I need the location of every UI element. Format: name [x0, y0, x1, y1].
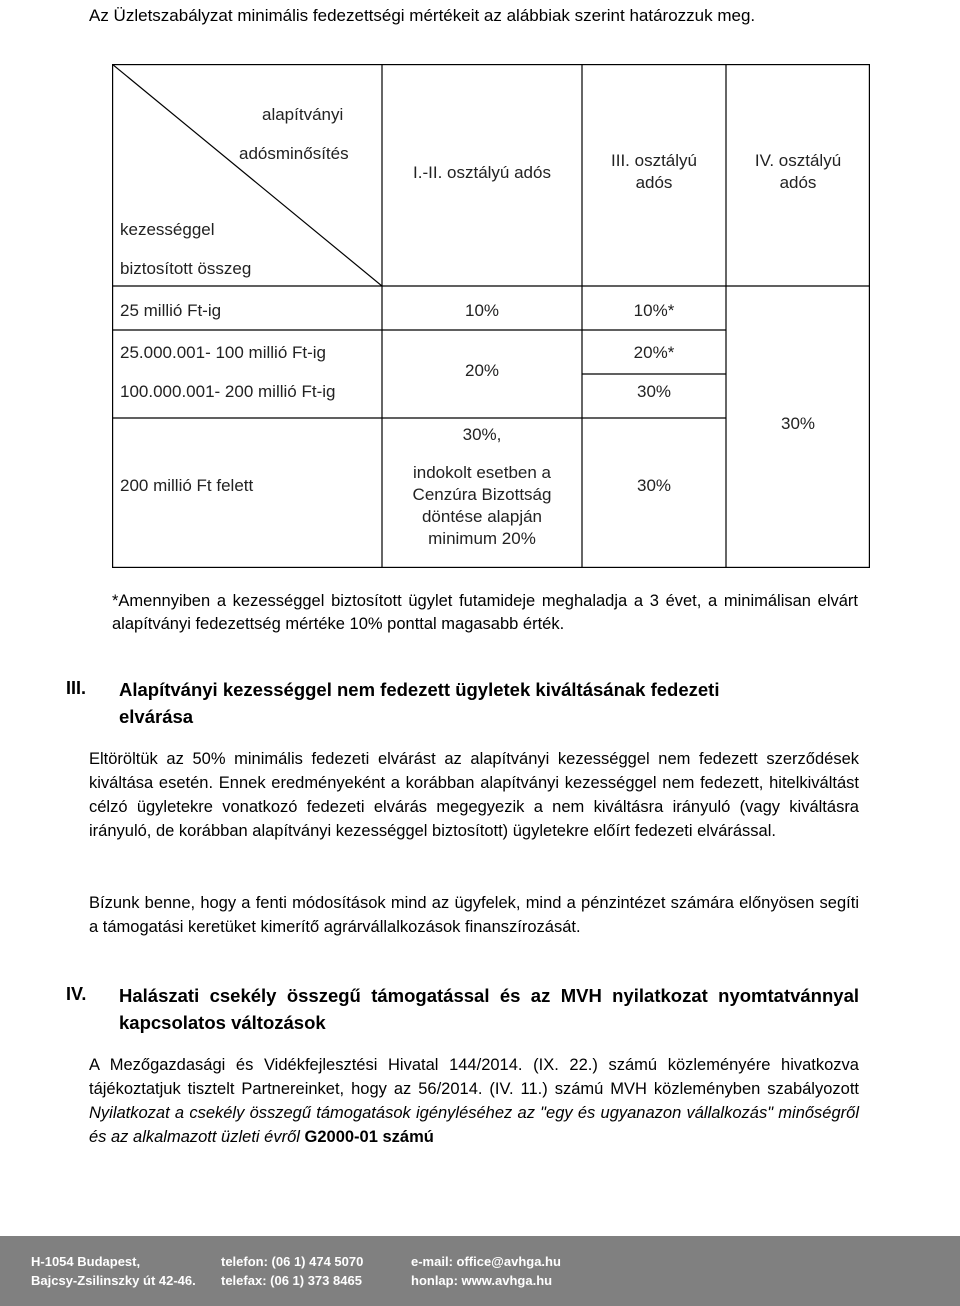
corner-label: adósminősítés — [239, 144, 349, 163]
column-header: I.-II. osztályú adós — [413, 163, 551, 182]
row-label: 25.000.001- 100 millió Ft-ig — [120, 343, 327, 362]
corner-label: biztosított összeg — [120, 259, 252, 278]
row-label: 100.000.001- 200 millió Ft-ig — [120, 382, 336, 401]
page-footer — [0, 1236, 960, 1306]
table-cell: 30% — [636, 382, 672, 401]
intro-text: Az Üzletszabályzat minimális fedezettségi mértékeit az alábbiak szerint határozzuk meg. — [89, 6, 756, 25]
table-cell: 10%* — [633, 301, 675, 320]
table-cell: 30% — [636, 476, 672, 495]
footer-phone: telefon: (06 1) 474 5070 telefax: (06 1) 373 8465 — [221, 1254, 364, 1288]
footnote: *Amennyiben a kezességgel biztosított ügylet futamideje meghaladja a 3 évet, a minimálisan elvárt alapítványi fedezettség mértéke 10% ponttal magasabb érték. — [112, 592, 858, 633]
row-label: 200 millió Ft felett — [120, 476, 254, 495]
section-number: III. — [66, 678, 87, 698]
footer-contact: e-mail: office@avhga.hu honlap: www.avhga.hu — [411, 1254, 561, 1288]
section-number: IV. — [66, 984, 87, 1004]
paragraph: Eltöröltük az 50% minimális fedezeti elvárást az alapítványi kezességgel nem fedezett szerződések kiváltása esetén. Ennek eredményeként a korábban alapítványi kezességgel nem fedezett, hitelkiváltást célzó ügyletekre vonatkozó fedezeti elvárás megegyezik a nem kiváltásra irányuló (vagy kiváltásra irányuló, de korábban alapítványi kezességgel biztosított) ügyletekre előírt fedezeti elvárással. — [89, 750, 859, 840]
section-title: Alapítványi kezességgel nem fedezett ügyletek kiváltásának fedezeti elvárása — [119, 679, 720, 727]
corner-label: kezességgel — [120, 220, 215, 239]
paragraph: A Mezőgazdasági és Vidékfejlesztési Hivatal 144/2014. (IX. 22.) számú közleményére hivatkozva tájékoztatjuk tisztelt Partnereinket, hogy az 56/2014. (IV. 11.) számú MVH közleményben szabályozott Nyilatkozat a csekély összegű támogatások igényléséhez az "egy és ugyanazon vállalkozás" minőségről és az alkalmazott üzleti évről G2000-01 számú — [89, 1056, 859, 1146]
table-cell: 20%* — [633, 343, 675, 362]
corner-label: alapítványi — [262, 105, 344, 124]
row-label: 25 millió Ft-ig — [120, 301, 222, 320]
column-header: III. osztályú adós — [611, 151, 697, 192]
paragraph: Bízunk benne, hogy a fenti módosítások mind az ügyfelek, mind a pénzintézet számára előnyösen segíti a támogatási keretüket kimerítő agrárvállalkozások finanszírozását. — [89, 894, 859, 936]
column-header: IV. osztályú adós — [754, 151, 842, 192]
coverage-table — [112, 64, 870, 568]
table-cell: 30%, — [462, 425, 502, 444]
table-cell-note: indokolt esetben a Cenzúra Bizottság döntése alapján minimum 20% — [412, 463, 552, 548]
table-cell: 30% — [780, 414, 816, 433]
table-cell: 10% — [464, 301, 500, 320]
section-title: Halászati csekély összegű támogatással és az MVH nyilatkozat nyomtatvánnyal kapcsolatos változások — [119, 985, 859, 1033]
table-cell: 20% — [464, 361, 500, 380]
footer-address: H-1054 Budapest, Bajcsy-Zsilinszky út 42-46. — [31, 1254, 196, 1288]
